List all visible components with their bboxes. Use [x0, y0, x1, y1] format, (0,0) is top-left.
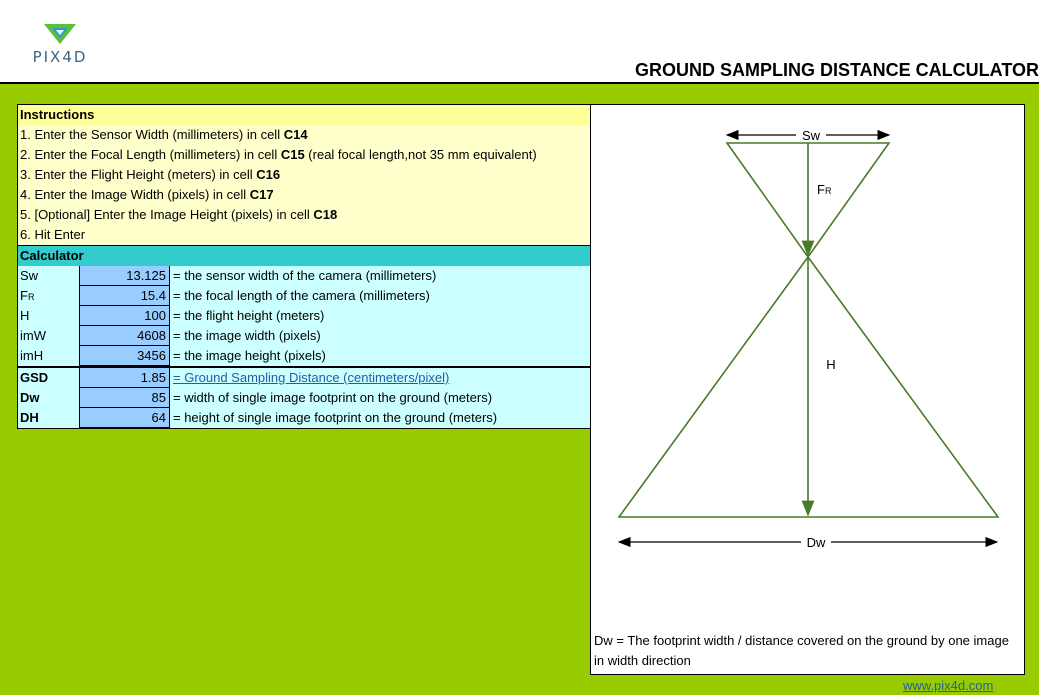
- label-fr-main: F: [817, 182, 825, 197]
- calculator-input-row: [18, 266, 590, 286]
- value-cell: 85: [80, 388, 170, 408]
- label-h: H: [826, 357, 836, 372]
- row-description: = the image width (pixels): [173, 328, 321, 343]
- calculator-sheet: [17, 104, 590, 429]
- logo-text: PIX4D: [32, 48, 88, 66]
- instruction-line: [18, 165, 590, 185]
- instruction-suffix: (real focal length,not 35 mm equivalent): [304, 147, 537, 162]
- calculator-result-row: [18, 366, 590, 388]
- instruction-line: [18, 225, 590, 245]
- instruction-cell-ref: C15: [280, 147, 305, 162]
- row-description: = the flight height (meters): [173, 308, 325, 323]
- footprint-diagram: [591, 105, 1024, 674]
- instructions-heading: Instructions: [18, 105, 590, 125]
- instruction-text: 2. Enter the Focal Length (millimeters) in cell: [20, 147, 281, 162]
- calculator-input-row: [18, 346, 590, 366]
- calculator-heading: Calculator: [18, 245, 590, 266]
- calculator-result-row: [18, 388, 590, 408]
- label-dw: Dw: [806, 535, 826, 550]
- row-label: imW: [18, 326, 80, 346]
- row-description: = width of single image footprint on the ground (meters): [173, 390, 493, 405]
- calculator-input-row: [18, 286, 590, 306]
- instruction-text: 4. Enter the Image Width (pixels) in cell: [20, 187, 250, 202]
- instruction-line: [18, 205, 590, 225]
- instruction-line: [18, 125, 590, 145]
- diagram-caption: Dw = The footprint width / distance covered on the ground by one image in width direction: [594, 633, 1009, 668]
- value-cell[interactable]: 15.4: [80, 286, 170, 306]
- calculator-input-row: [18, 306, 590, 326]
- row-description: = the focal length of the camera (millimeters): [173, 288, 430, 303]
- row-label: H: [18, 306, 80, 326]
- instruction-cell-ref: C18: [313, 207, 338, 222]
- instruction-text: 5. [Optional] Enter the Image Height (pixels) in cell: [20, 207, 314, 222]
- instruction-line: [18, 185, 590, 205]
- instruction-text: 3. Enter the Flight Height (meters) in cell: [20, 167, 257, 182]
- value-cell[interactable]: 100: [80, 306, 170, 326]
- gsd-link[interactable]: = Ground Sampling Distance (centimeters/pixel): [173, 370, 450, 385]
- label-fr: [817, 182, 832, 197]
- value-cell[interactable]: 4608: [80, 326, 170, 346]
- instruction-text: 1. Enter the Sensor Width (millimeters) in cell: [20, 127, 284, 142]
- row-label: imH: [18, 346, 80, 366]
- website-link[interactable]: www.pix4d.com: [903, 678, 994, 693]
- row-label: Dw: [18, 388, 80, 408]
- calculator-input-row: [18, 326, 590, 346]
- label-sw: Sw: [801, 128, 821, 143]
- row-description: = height of single image footprint on the ground (meters): [173, 410, 498, 425]
- instruction-line: [18, 145, 590, 165]
- value-cell[interactable]: 13.125: [80, 266, 170, 286]
- value-cell: 1.85: [80, 368, 170, 388]
- row-description: = the sensor width of the camera (millimeters): [173, 268, 437, 283]
- label-fr-sub: R: [824, 186, 832, 196]
- header: [0, 0, 1039, 84]
- value-cell: 64: [80, 408, 170, 428]
- pix4d-logo: [28, 22, 92, 72]
- row-label: DH: [18, 408, 80, 428]
- row-description: = the image height (pixels): [173, 348, 326, 363]
- instruction-cell-ref: C16: [256, 167, 281, 182]
- value-cell[interactable]: 3456: [80, 346, 170, 366]
- instruction-cell-ref: C14: [283, 127, 308, 142]
- page-title: GROUND SAMPLING DISTANCE CALCULATOR: [635, 60, 1039, 80]
- row-description: [170, 368, 590, 388]
- gsd-diagram: [590, 104, 1025, 675]
- instruction-text: 6. Hit Enter: [20, 227, 86, 242]
- calculator-result-row: [18, 408, 590, 428]
- instruction-cell-ref: C17: [249, 187, 274, 202]
- pix4d-logo-icon: [42, 22, 78, 46]
- row-label: Sw: [18, 266, 80, 286]
- row-label: GSD: [18, 368, 80, 388]
- row-label: FR: [18, 286, 80, 306]
